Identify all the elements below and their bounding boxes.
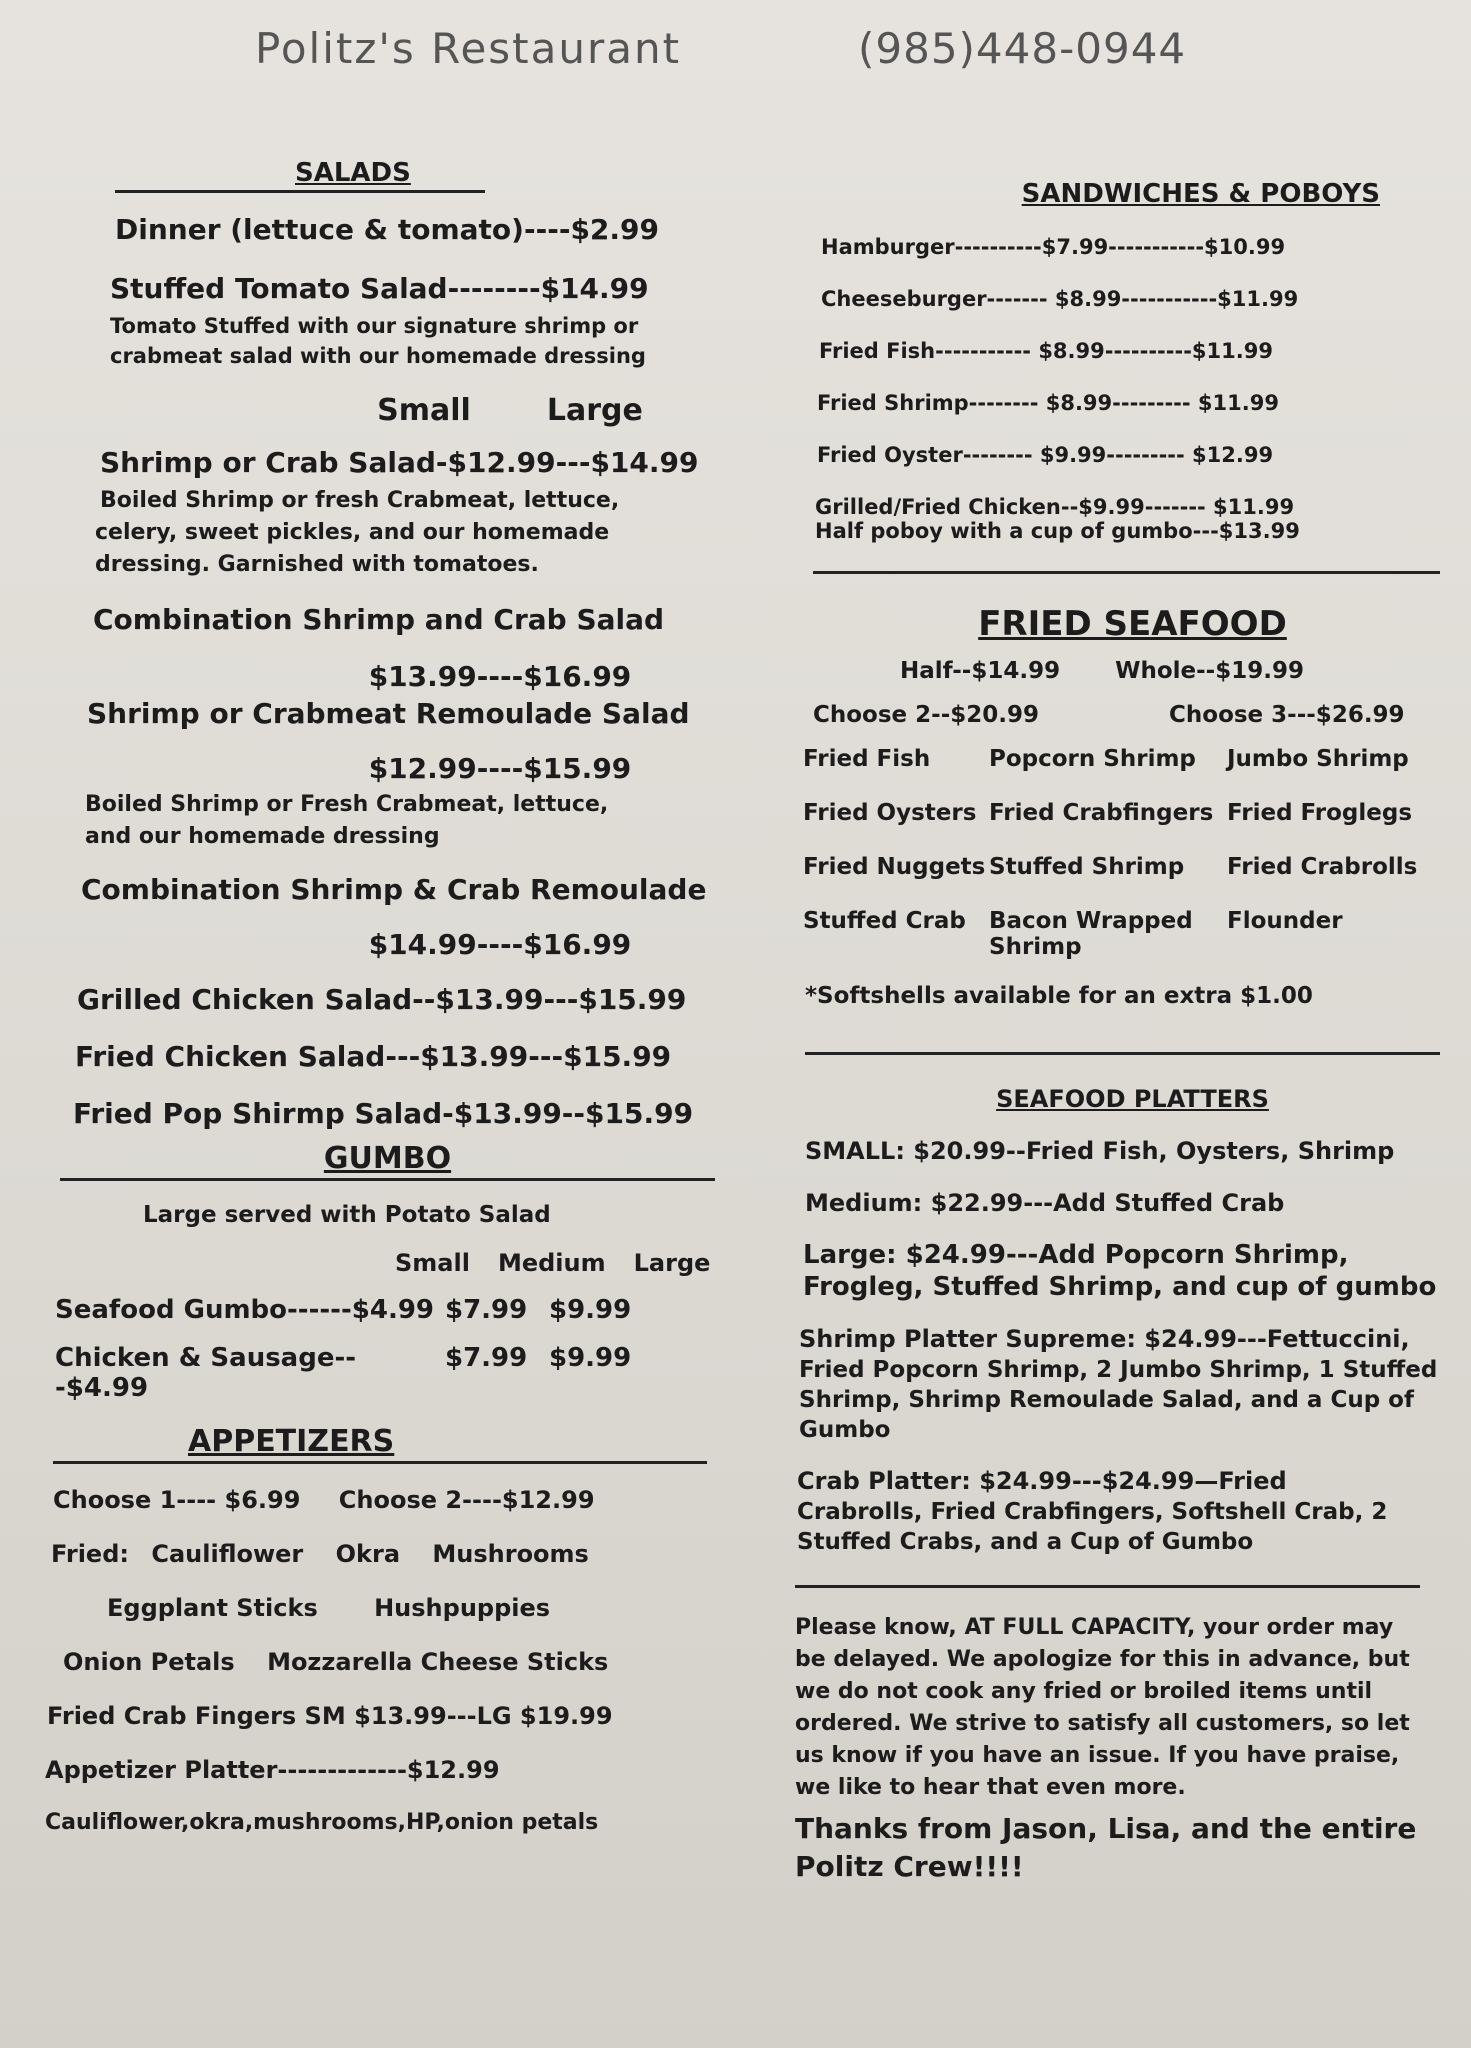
shrimp-crab-salad: Shrimp or Crab Salad-$12.99---$14.99 bbox=[100, 446, 699, 479]
appetizer-choose bbox=[53, 1486, 735, 1514]
fried-seafood-choose bbox=[813, 702, 1440, 728]
platter-large: Frogleg, Stuffed Shrimp, and cup of gumbo bbox=[803, 1272, 1437, 1302]
grilled-chicken-salad: Grilled Chicken Salad--$13.99---$15.99 bbox=[77, 983, 687, 1016]
combo-remoulade-price: $14.99----$16.99 bbox=[368, 928, 632, 961]
gumbo-size: Large bbox=[633, 1249, 711, 1277]
salads-heading bbox=[115, 150, 485, 193]
fried-seafood-half: Half--$14.99 bbox=[900, 658, 1061, 684]
gumbo-size: Small bbox=[395, 1249, 470, 1277]
crab-fingers: Fried Crab Fingers SM $13.99---LG $19.99 bbox=[47, 1702, 613, 1730]
fried-seafood-title: FRIED SEAFOOD bbox=[978, 604, 1287, 644]
platter-small: SMALL: $20.99--Fried Fish, Oysters, Shrimp bbox=[805, 1137, 1395, 1165]
restaurant-name: Politz's Restaurant bbox=[255, 24, 682, 73]
softshell-note: *Softshells available for an extra $1.00 bbox=[805, 983, 1313, 1009]
gumbo-price-medium: $7.99 bbox=[445, 1295, 528, 1325]
appetizer-choose1: Choose 1---- $6.99 bbox=[53, 1486, 301, 1514]
gumbo-price-medium: $7.99 bbox=[445, 1343, 528, 1373]
appetizer-choose2: Choose 2----$12.99 bbox=[338, 1486, 595, 1514]
notice-line: ordered. We strive to satisfy all customers, so let bbox=[795, 1711, 1410, 1736]
sandwich-row: Fried Shrimp-------- $8.99--------- $11.99 bbox=[817, 391, 1279, 415]
right-column bbox=[795, 165, 1440, 1886]
gumbo-name: Chicken & Sausage---$4.99 bbox=[55, 1343, 357, 1403]
gumbo-heading bbox=[60, 1138, 715, 1181]
appetizer-item: Mushrooms bbox=[432, 1540, 589, 1568]
fried-label: Fried: bbox=[51, 1540, 129, 1568]
shrimp-crab-desc: dressing. Garnished with tomatoes. bbox=[95, 552, 539, 577]
appetizers-heading bbox=[53, 1421, 707, 1464]
appetizer-platter-desc: Cauliflower,okra,mushrooms,HP,onion petals bbox=[45, 1810, 599, 1835]
sandwich-row: Cheeseburger------- $8.99-----------$11.99 bbox=[821, 287, 1299, 311]
combo-remoulade: Combination Shrimp & Crab Remoulade bbox=[81, 873, 707, 906]
thanks-line: Politz Crew!!!! bbox=[795, 1850, 1024, 1883]
fried-seafood-item: Flounder bbox=[1227, 908, 1343, 934]
seafood-platters-title: SEAFOOD PLATTERS bbox=[996, 1085, 1269, 1113]
gumbo-price-large: $9.99 bbox=[549, 1295, 632, 1325]
fried-seafood-choose2: Choose 2--$20.99 bbox=[813, 702, 1040, 728]
stuffed-tomato-salad: Stuffed Tomato Salad--------$14.99 bbox=[110, 272, 649, 305]
sandwich-row: Grilled/Fried Chicken--$9.99------- $11.99 bbox=[815, 495, 1295, 519]
shrimp-crab-desc: Boiled Shrimp or fresh Crabmeat, lettuce, bbox=[100, 488, 620, 513]
gumbo-price-large: $9.99 bbox=[549, 1343, 632, 1373]
appetizer-items bbox=[63, 1648, 735, 1676]
salad-size-header bbox=[285, 393, 735, 428]
fried-seafood-item: Fried Froglegs bbox=[1227, 800, 1413, 826]
fried-seafood-sizes bbox=[900, 658, 1440, 684]
fried-seafood-items bbox=[803, 746, 1440, 960]
platter-supreme: Fried Popcorn Shrimp, 2 Jumbo Shrimp, 1 Stuffed bbox=[799, 1357, 1438, 1383]
platter-medium: Medium: $22.99---Add Stuffed Crab bbox=[805, 1189, 1285, 1217]
remoulade-desc: Boiled Shrimp or Fresh Crabmeat, lettuce, bbox=[85, 792, 609, 817]
crab-platter: Stuffed Crabs, and a Cup of Gumbo bbox=[797, 1529, 1254, 1555]
gumbo-size: Medium bbox=[497, 1249, 606, 1277]
gumbo-size-header bbox=[395, 1249, 735, 1277]
appetizer-items bbox=[107, 1594, 735, 1622]
platter-supreme: Shrimp, Shrimp Remoulade Salad, and a Cup of bbox=[799, 1387, 1414, 1413]
gumbo-row bbox=[55, 1343, 735, 1403]
fried-chicken-salad: Fried Chicken Salad---$13.99---$15.99 bbox=[75, 1040, 672, 1073]
platter-supreme: Shrimp Platter Supreme: $24.99---Fettuccini, bbox=[799, 1325, 1410, 1353]
appetizers-title: APPETIZERS bbox=[188, 1424, 395, 1459]
crab-platter: Crabrolls, Fried Crabfingers, Softshell Crab, 2 bbox=[797, 1499, 1388, 1525]
appetizer-item: Onion Petals bbox=[63, 1648, 235, 1676]
gumbo-row bbox=[55, 1295, 735, 1325]
sandwich-row: Fried Oyster-------- $9.99--------- $12.99 bbox=[817, 443, 1274, 467]
fried-seafood-item: Fried Crabfingers bbox=[989, 800, 1214, 826]
gumbo-title: GUMBO bbox=[323, 1141, 452, 1176]
notice-line: we do not cook any fried or broiled items until bbox=[795, 1679, 1373, 1704]
salads-title: SALADS bbox=[295, 158, 411, 188]
fried-seafood-item: Popcorn Shrimp bbox=[989, 746, 1196, 772]
platter-supreme: Gumbo bbox=[799, 1417, 891, 1443]
appetizer-platter: Appetizer Platter-------------$12.99 bbox=[45, 1756, 500, 1784]
sandwich-row: Fried Fish----------- $8.99----------$11.99 bbox=[819, 339, 1273, 363]
size-large: Large bbox=[546, 393, 643, 428]
thanks-line: Thanks from Jason, Lisa, and the entire bbox=[795, 1812, 1417, 1845]
appetizer-item: Mozzarella Cheese Sticks bbox=[267, 1648, 609, 1676]
dinner-salad: Dinner (lettuce & tomato)----$2.99 bbox=[115, 213, 660, 246]
fried-seafood-item: Fried Oysters bbox=[803, 800, 977, 826]
fried-seafood-whole: Whole--$19.99 bbox=[1115, 658, 1304, 684]
appetizer-item: Cauliflower bbox=[151, 1540, 304, 1568]
notice-line: we like to hear that even more. bbox=[795, 1775, 1186, 1800]
remoulade-desc: and our homemade dressing bbox=[85, 824, 440, 849]
appetizer-item: Okra bbox=[335, 1540, 401, 1568]
notice-line: Please know, AT FULL CAPACITY, your order may bbox=[795, 1615, 1394, 1640]
phone-number: (985)448-0944 bbox=[858, 24, 1187, 73]
combo-salad: Combination Shrimp and Crab Salad bbox=[93, 603, 665, 636]
notice-line: us know if you have an issue. If you have praise, bbox=[795, 1743, 1400, 1768]
gumbo-note: Large served with Potato Salad bbox=[143, 1202, 551, 1228]
fried-seafood-item: Jumbo Shrimp bbox=[1227, 746, 1409, 772]
appetizer-item: Eggplant Sticks bbox=[107, 1594, 318, 1622]
menu-header bbox=[0, 24, 1471, 84]
platter-large: Large: $24.99---Add Popcorn Shrimp, bbox=[803, 1240, 1349, 1270]
stuffed-tomato-desc: Tomato Stuffed with our signature shrimp or bbox=[110, 314, 639, 338]
divider bbox=[795, 1585, 1420, 1588]
left-column bbox=[45, 150, 735, 1861]
crab-platter: Crab Platter: $24.99---$24.99—Fried bbox=[797, 1467, 1287, 1495]
fried-seafood-item: Fried Crabrolls bbox=[1227, 854, 1418, 880]
appetizer-item: Hushpuppies bbox=[374, 1594, 551, 1622]
remoulade-salad-price: $12.99----$15.99 bbox=[368, 752, 632, 785]
sandwich-row: Hamburger----------$7.99-----------$10.99 bbox=[821, 235, 1286, 259]
gumbo-name: Seafood Gumbo------$4.99 bbox=[55, 1295, 435, 1325]
half-poboy: Half poboy with a cup of gumbo---$13.99 bbox=[815, 519, 1300, 543]
fried-seafood-item: Bacon Wrapped Shrimp bbox=[989, 908, 1193, 960]
fried-seafood-item: Stuffed Shrimp bbox=[989, 854, 1185, 880]
remoulade-salad: Shrimp or Crabmeat Remoulade Salad bbox=[87, 697, 690, 730]
size-small: Small bbox=[377, 393, 471, 428]
fried-seafood-item: Stuffed Crab bbox=[803, 908, 966, 934]
divider bbox=[813, 571, 1440, 574]
sandwiches-title: SANDWICHES & POBOYS bbox=[1021, 179, 1380, 209]
fried-pop-shrimp-salad: Fried Pop Shirmp Salad-$13.99--$15.99 bbox=[73, 1097, 694, 1130]
divider bbox=[805, 1052, 1440, 1055]
fried-seafood-choose3: Choose 3---$26.99 bbox=[1169, 702, 1405, 728]
combo-salad-price: $13.99----$16.99 bbox=[368, 660, 632, 693]
appetizer-items bbox=[51, 1540, 735, 1568]
notice-block bbox=[795, 1612, 1440, 1886]
notice-line: be delayed. We apologize for this in advance, but bbox=[795, 1647, 1410, 1672]
shrimp-crab-desc: celery, sweet pickles, and our homemade bbox=[95, 520, 610, 545]
stuffed-tomato-desc: crabmeat salad with our homemade dressing bbox=[110, 344, 646, 368]
fried-seafood-item: Fried Nuggets bbox=[803, 854, 986, 880]
fried-seafood-item: Fried Fish bbox=[803, 746, 931, 772]
